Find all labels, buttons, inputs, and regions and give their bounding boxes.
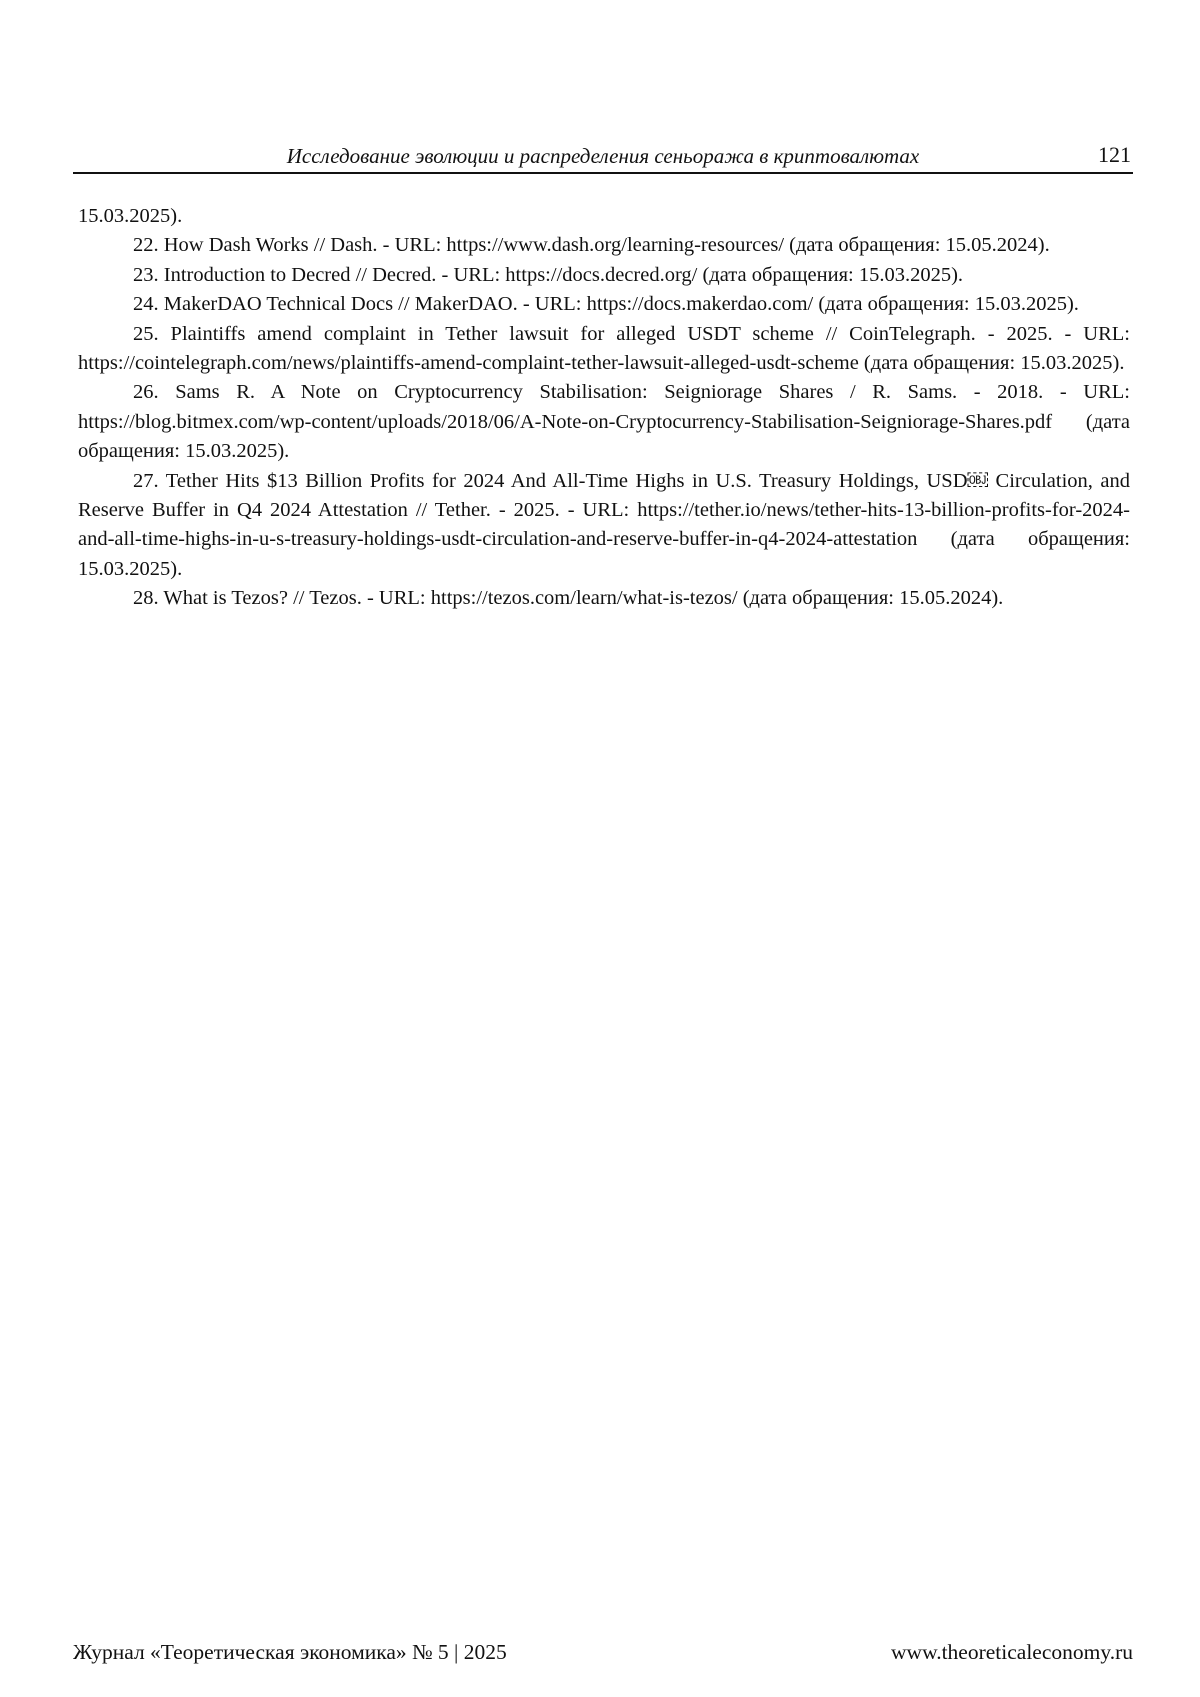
reference-item-28: 28. What is Tezos? // Tezos. - URL: https://tezos.com/learn/what-is-tezos/ (дата обращения: 15.05.2024).: [78, 584, 1130, 613]
reference-continuation: 15.03.2025).: [78, 202, 1130, 231]
reference-item-22: 22. How Dash Works // Dash. - URL: https://www.dash.org/learning-resources/ (дата обращения: 15.05.2024).: [78, 231, 1130, 260]
running-title: Исследование эволюции и распределения сеньоража в криптовалютах: [73, 144, 1133, 169]
reference-item-25: 25. Plaintiffs amend complaint in Tether lawsuit for alleged USDT scheme // CoinTelegraph. - 2025. - URL: https://cointelegraph.com/news/plaintiffs-amend-complaint-tether-lawsuit-alleged-usdt-scheme (дата обращения: 15.03.2025).: [78, 320, 1130, 379]
page-number: 121: [1098, 142, 1131, 168]
reference-item-24: 24. MakerDAO Technical Docs // MakerDAO. - URL: https://docs.makerdao.com/ (дата обращения: 15.03.2025).: [78, 290, 1130, 319]
journal-name: Журнал «Теоретическая экономика» № 5 | 2025: [73, 1640, 507, 1665]
page-header: [73, 140, 1133, 174]
reference-item-26: 26. Sams R. A Note on Cryptocurrency Stabilisation: Seigniorage Shares / R. Sams. - 2018. - URL: https://blog.bitmex.com/wp-content/uploads/2018/06/A-Note-on-Cryptocurrency-Stabilisation-Seigniorage-Shares.pdf (дата обращения: 15.03.2025).: [78, 378, 1130, 466]
reference-item-27: 27. Tether Hits $13 Billion Profits for 2024 And All-Time Highs in U.S. Treasury Holdings, USD￼ Circulation, and Reserve Buffer in Q4 2024 Attestation // Tether. - 2025. - URL: https://tether.io/news/tether-hits-13-billion-profits-for-2024-and-all-time-highs-in-u-s-treasury-holdings-usdt-circulation-and-reserve-buffer-in-q4-2024-attestation (дата обращения: 15.03.2025).: [78, 467, 1130, 585]
reference-list: [78, 202, 1130, 614]
reference-item-23: 23. Introduction to Decred // Decred. - URL: https://docs.decred.org/ (дата обращения: 15.03.2025).: [78, 261, 1130, 290]
journal-website: www.theoreticaleconomy.ru: [891, 1640, 1133, 1665]
